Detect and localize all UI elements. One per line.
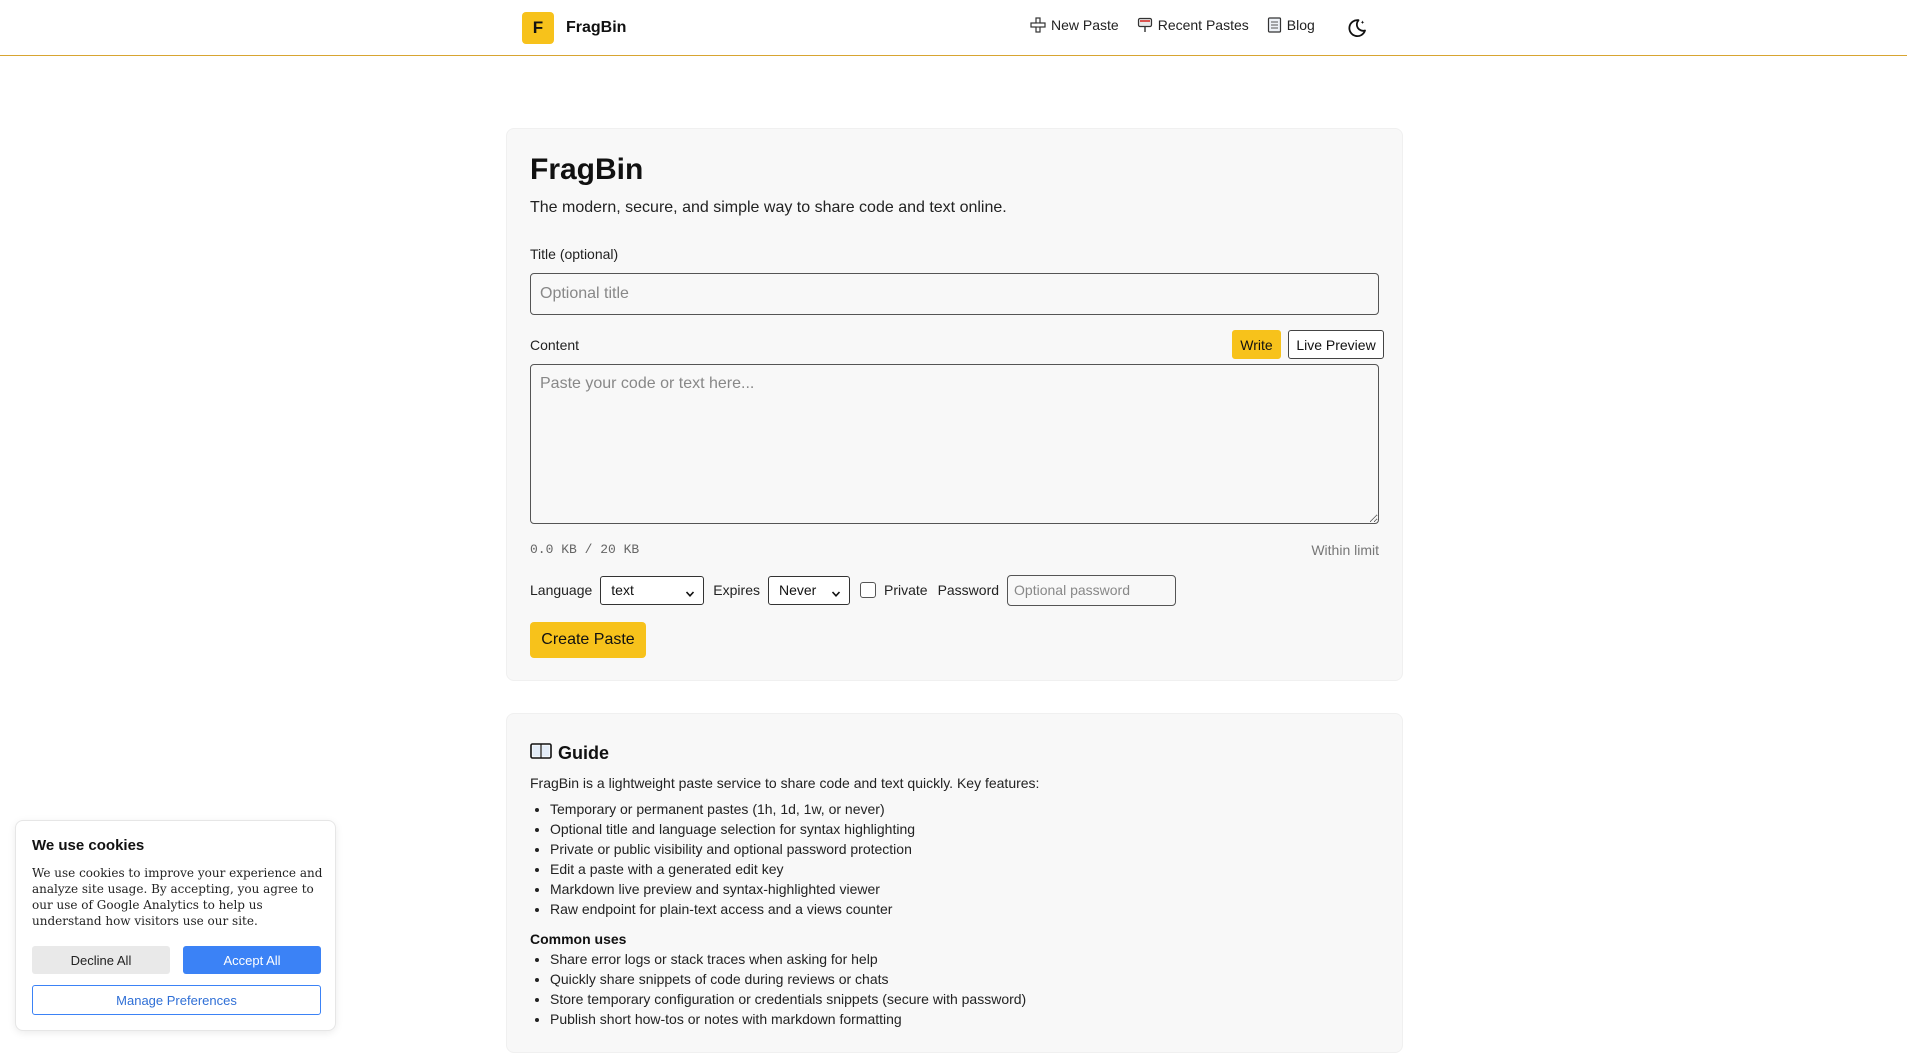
nav-blog[interactable] (1267, 17, 1315, 33)
title-label: Title (optional) (530, 246, 619, 262)
content-textarea[interactable] (530, 364, 1379, 524)
common-uses-list (530, 949, 1026, 1029)
common-uses-heading: Common uses (530, 931, 627, 947)
page-subtitle: The modern, secure, and simple way to share code and text online. (530, 199, 1007, 216)
content-label: Content (530, 337, 580, 353)
tab-live-preview[interactable]: Live Preview (1288, 330, 1384, 359)
options-row (530, 575, 1176, 605)
brand-name: FragBin (566, 19, 627, 36)
cookie-text: We use cookies to improve your experience and analyze site usage. By accepting, you agree to our use of Google Analytics to help us understand how visitors use our site. (32, 866, 323, 928)
top-header (0, 0, 1907, 56)
password-input[interactable] (1007, 575, 1176, 606)
language-value: text (611, 582, 634, 598)
limit-status: Within limit (1311, 542, 1379, 558)
book-icon (530, 742, 552, 765)
paste-form-card (506, 128, 1403, 681)
private-checkbox[interactable] (860, 582, 876, 598)
title-input[interactable] (530, 273, 1379, 315)
accept-all-button[interactable]: Accept All (183, 946, 321, 974)
list-item: • Raw endpoint for plain-text access and a views counter (550, 899, 915, 919)
list-item: • Private or public visibility and optional password protection (550, 839, 915, 859)
list-item: • Markdown live preview and syntax-highlighted viewer (550, 879, 915, 899)
expires-select[interactable] (768, 576, 850, 605)
theme-toggle-button[interactable] (1346, 17, 1368, 44)
pin-icon (1137, 17, 1153, 33)
cookie-banner (15, 820, 336, 1031)
nav-recent-pastes-label: Recent Pastes (1157, 17, 1249, 33)
cookie-title: We use cookies (32, 837, 145, 854)
logo-badge: F (522, 12, 554, 44)
guide-intro: FragBin is a lightweight paste service to share code and text quickly. Key features: (530, 775, 1040, 791)
brand-link[interactable] (522, 12, 626, 44)
main-nav (1030, 17, 1333, 33)
list-item: • Store temporary configuration or credentials snippets (secure with password) (550, 989, 1026, 1009)
size-meter: 0.0 KB / 20 KB (530, 542, 640, 557)
expires-value: Never (778, 582, 817, 598)
notebook-icon (1267, 17, 1282, 33)
language-label: Language (530, 582, 593, 598)
private-label: Private (883, 582, 928, 598)
tab-write[interactable]: Write (1232, 330, 1281, 359)
nav-blog-label: Blog (1286, 17, 1315, 33)
create-paste-button[interactable]: Create Paste (530, 622, 646, 658)
list-item: • Share error logs or stack traces when asking for help (550, 949, 1026, 969)
guide-heading (530, 742, 609, 765)
expires-label: Expires (713, 582, 760, 598)
plus-icon (1030, 17, 1046, 33)
list-item: • Edit a paste with a generated edit key (550, 859, 915, 879)
moon-icon (1346, 26, 1368, 43)
language-select[interactable] (600, 576, 704, 605)
page-title: FragBin (530, 153, 644, 186)
decline-all-button[interactable]: Decline All (32, 946, 170, 974)
list-item: • Temporary or permanent pastes (1h, 1d, 1w, or never) (550, 799, 915, 819)
guide-title: Guide (558, 743, 610, 763)
nav-recent-pastes[interactable] (1137, 17, 1249, 33)
password-label: Password (937, 582, 1000, 598)
nav-new-paste-label: New Paste (1051, 17, 1119, 33)
list-item: • Publish short how-tos or notes with markdown formatting (550, 1009, 1026, 1029)
chevron-down-icon (831, 586, 841, 602)
list-item: • Optional title and language selection for syntax highlighting (550, 819, 915, 839)
chevron-down-icon (685, 586, 695, 602)
list-item: • Quickly share snippets of code during reviews or chats (550, 969, 1026, 989)
guide-card (506, 713, 1403, 1053)
manage-preferences-button[interactable]: Manage Preferences (32, 985, 321, 1015)
nav-new-paste[interactable] (1030, 17, 1119, 33)
features-list (530, 799, 915, 919)
